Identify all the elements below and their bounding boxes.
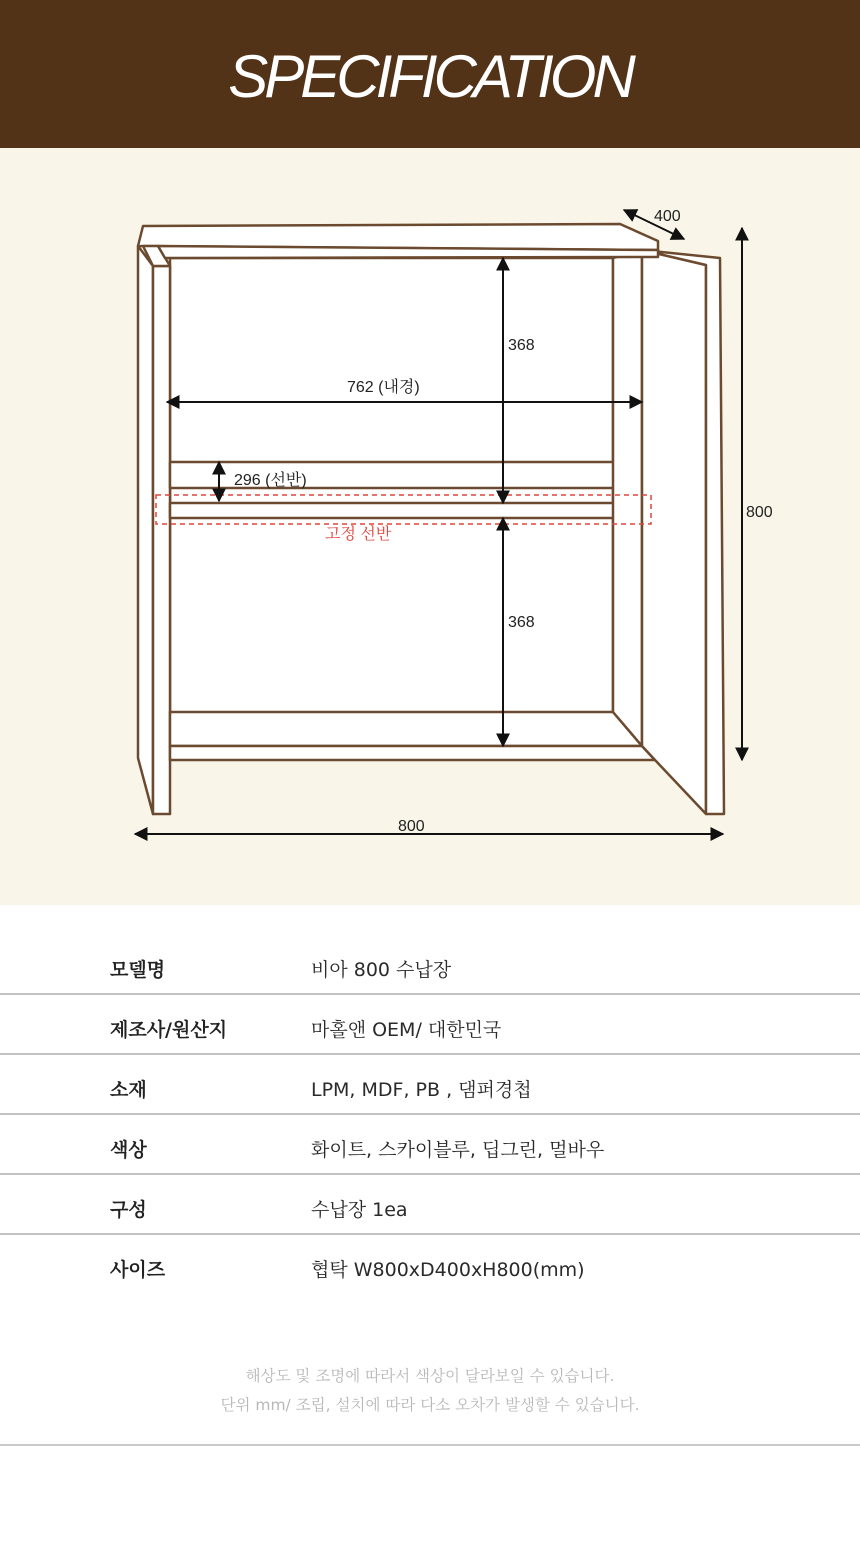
fixed-shelf-label: 고정 선반 xyxy=(325,526,392,543)
spec-row-material xyxy=(0,1055,860,1115)
spec-row-color xyxy=(0,1115,860,1175)
depth-label: 400 xyxy=(654,208,681,225)
width-label: 800 xyxy=(398,818,425,835)
spec-value: 수납장 1ea xyxy=(311,1199,408,1221)
shelf-gap-label: 296 (선반) xyxy=(234,472,307,489)
spec-key: 소재 xyxy=(110,1079,147,1101)
spec-key: 제조사/원산지 xyxy=(110,1019,228,1041)
spec-header xyxy=(0,0,860,148)
spec-key: 사이즈 xyxy=(110,1259,166,1281)
spec-row-size xyxy=(0,1235,860,1295)
spec-key: 모델명 xyxy=(110,959,166,981)
cabinet-back-panel xyxy=(170,258,613,745)
spec-key: 색상 xyxy=(110,1139,147,1161)
dimension-diagram-panel xyxy=(0,148,860,905)
spec-value: 협탁 W800xD400xH800(mm) xyxy=(311,1259,585,1281)
inner-width-label: 762 (내경) xyxy=(347,379,420,396)
spec-key: 구성 xyxy=(110,1199,147,1221)
spec-value: 마홀앤 OEM/ 대한민국 xyxy=(311,1019,502,1041)
header-title: SPECIFICATION xyxy=(228,42,632,110)
cabinet-left-front-edge xyxy=(153,266,170,814)
disclaimer-notes xyxy=(0,1362,860,1420)
disclaimer-line-tolerance: 단위 mm/ 조립, 설치에 따라 다소 오차가 발생할 수 있습니다. xyxy=(220,1396,640,1414)
bottom-divider xyxy=(0,1444,860,1446)
disclaimer-line-color: 해상도 및 조명에 따라서 색상이 달라보일 수 있습니다. xyxy=(245,1367,615,1385)
cabinet-right-inner-side xyxy=(613,250,642,746)
cabinet-bottom-front xyxy=(170,746,655,760)
spec-value: LPM, MDF, PB , 댐퍼경첩 xyxy=(311,1079,532,1101)
spec-row-composition xyxy=(0,1175,860,1235)
spec-value: 비아 800 수납장 xyxy=(311,959,452,981)
cabinet-door xyxy=(642,250,706,814)
cabinet-shelf-front xyxy=(170,503,642,518)
cabinet-bottom-board xyxy=(170,712,642,746)
cabinet-diagram xyxy=(0,148,860,905)
spec-row-model xyxy=(0,935,860,995)
cabinet-left-panel xyxy=(138,246,153,814)
lower-space-label: 368 xyxy=(508,614,535,631)
spec-value: 화이트, 스카이블루, 딥그린, 멀바우 xyxy=(311,1139,605,1161)
spec-table xyxy=(0,935,860,1295)
upper-space-label: 368 xyxy=(508,337,535,354)
spec-row-manufacturer xyxy=(0,995,860,1055)
height-label: 800 xyxy=(746,504,773,521)
